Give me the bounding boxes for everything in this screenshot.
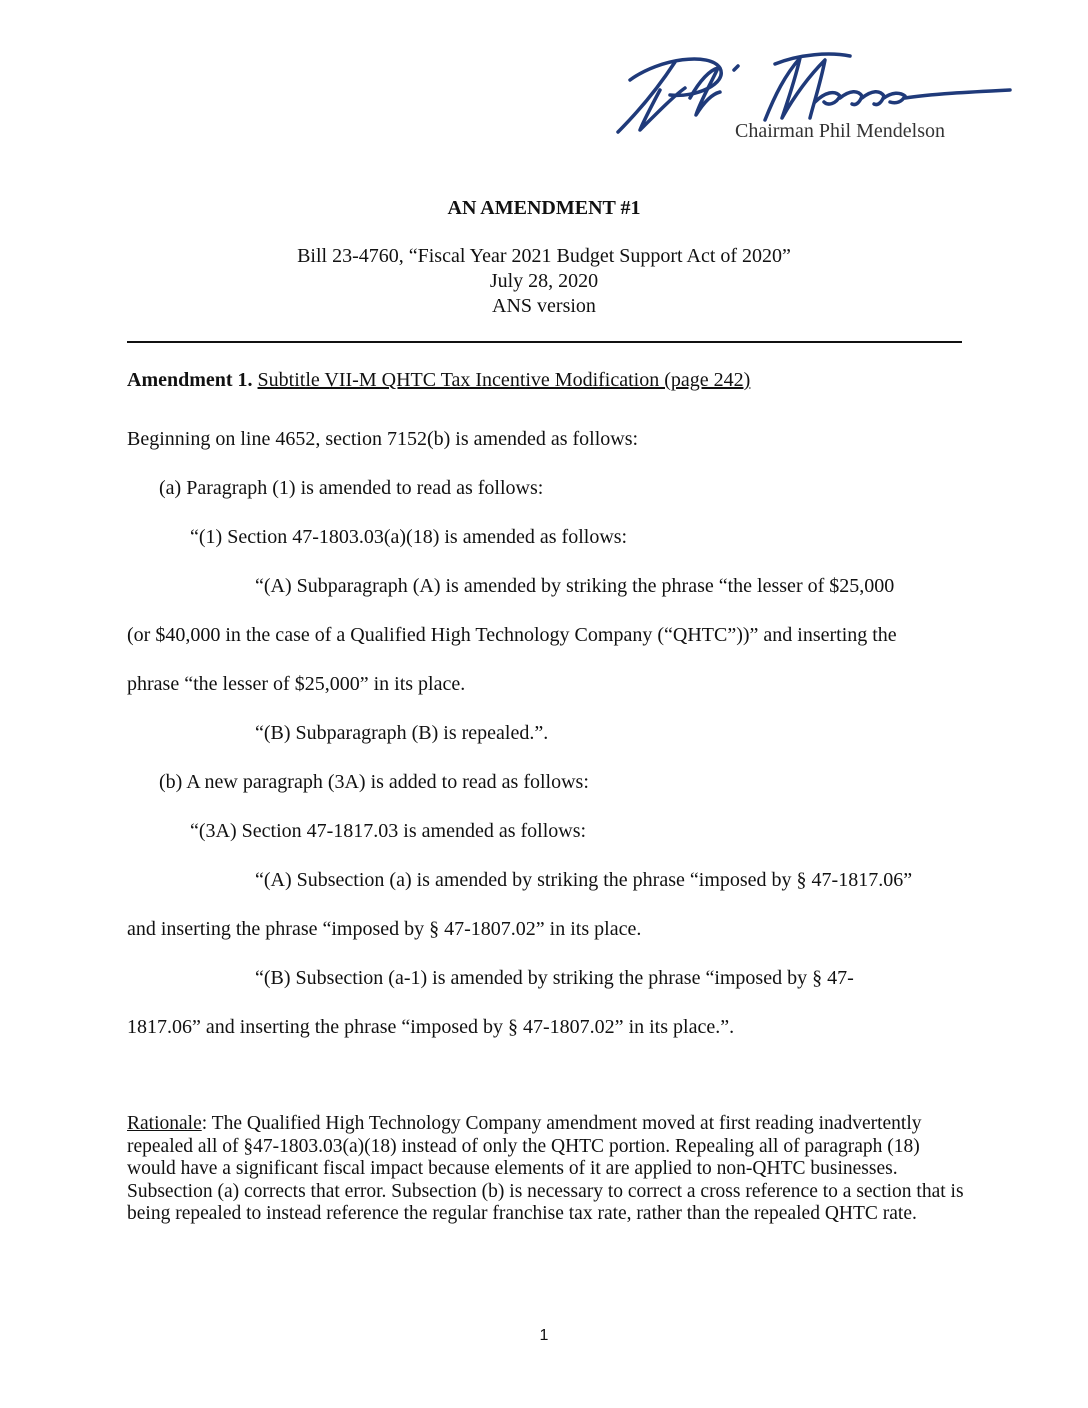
paragraph-a-B: “(B) Subparagraph (B) is repealed.”. (255, 722, 549, 744)
paragraph-a-A-line3: phrase “the lesser of $25,000” in its place. (127, 673, 466, 695)
document-date: July 28, 2020 (489, 270, 599, 292)
rationale-paragraph (127, 1113, 967, 1226)
page-number: 1 (539, 1327, 549, 1344)
amendment-subtitle: Subtitle VII-M QHTC Tax Incentive Modification (page 242) (257, 369, 751, 391)
intro-line: Beginning on line 4652, section 7152(b) is amended as follows: (127, 428, 639, 450)
paragraph-b-B-line2: 1817.06” and inserting the phrase “imposed by § 47-1807.02” in its place.”. (127, 1016, 735, 1038)
paragraph-b-A-line2: and inserting the phrase “imposed by § 47-1807.02” in its place. (127, 918, 642, 940)
paragraph-a-heading: (a) Paragraph (1) is amended to read as follows: (159, 477, 544, 499)
signature-caption: Chairman Phil Mendelson (735, 120, 945, 142)
paragraph-a-A-line1: “(A) Subparagraph (A) is amended by striking the phrase “the lesser of $25,000 (255, 575, 895, 597)
signature-block (600, 40, 1020, 155)
rationale-text: : The Qualified High Technology Company amendment moved at first reading inadvertently repealed all of §47-1803.03(a)(18) instead of only the QHTC portion. Repealing all of paragraph (18) would have a significant fiscal impact because elements of it are applied to non-QHTC businesses. Subsection (a) corrects that error. Subsection (b) is necessary to correct a cross reference to a section that is being repealed to instead reference the regular franchise tax rate, rather than the repealed QHTC rate. (127, 1113, 964, 1224)
bill-title: Bill 23-4760, “Fiscal Year 2021 Budget Support Act of 2020” (297, 245, 791, 267)
amendment-label: Amendment 1. (127, 369, 253, 391)
paragraph-b-A-line1: “(A) Subsection (a) is amended by striking the phrase “imposed by § 47-1817.06” (255, 869, 913, 891)
paragraph-b-heading: (b) A new paragraph (3A) is added to read as follows: (159, 771, 589, 793)
paragraph-b-3A: “(3A) Section 47-1817.03 is amended as follows: (190, 820, 587, 842)
horizontal-rule (127, 341, 962, 343)
paragraph-a-A-line2: (or $40,000 in the case of a Qualified High Technology Company (“QHTC”))” and inserting the (127, 624, 897, 646)
document-title: AN AMENDMENT #1 (447, 197, 641, 219)
amendment-heading (127, 369, 750, 392)
document-version: ANS version (492, 295, 596, 317)
paragraph-a-1: “(1) Section 47-1803.03(a)(18) is amended as follows: (190, 526, 628, 548)
paragraph-b-B-line1: “(B) Subsection (a-1) is amended by striking the phrase “imposed by § 47- (255, 967, 854, 989)
rationale-label: Rationale (127, 1113, 202, 1134)
